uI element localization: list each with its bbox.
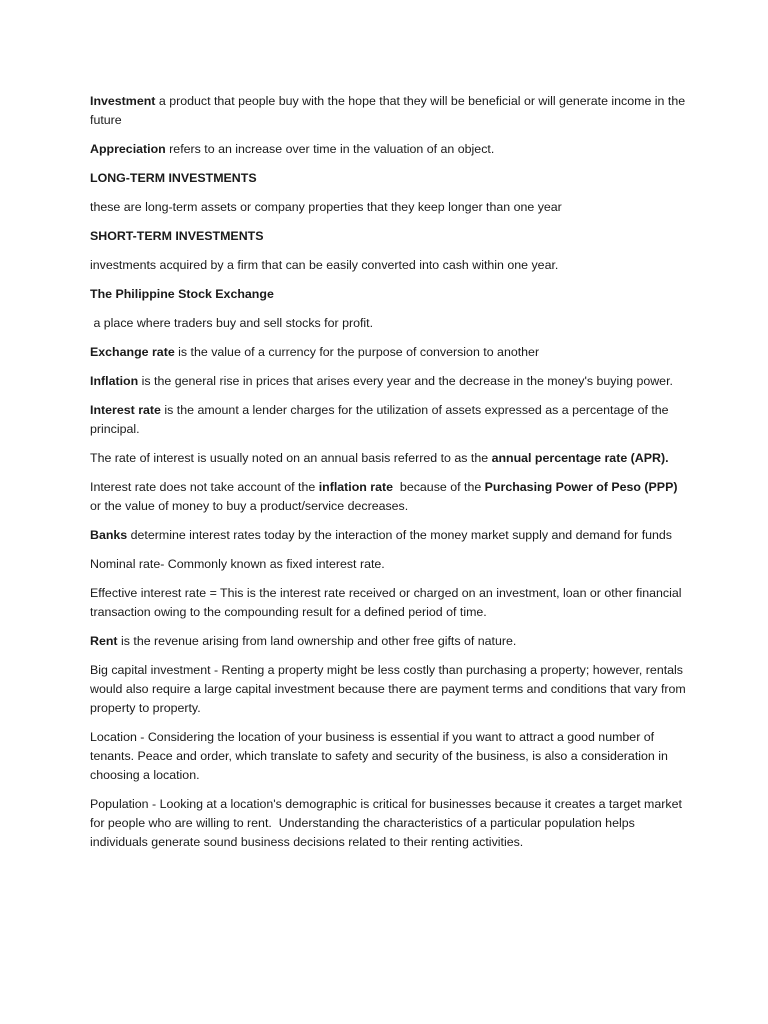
- paragraph-effective-interest-rate: Effective interest rate = This is the interest rate received or charged on an investment, loan or other financial transaction owing to the compounding result for a defined period of time.: [90, 586, 682, 619]
- definition-investment: a product that people buy with the hope that they will be beneficial or will generate income in the future: [90, 94, 686, 127]
- term-inflation: Inflation: [90, 374, 139, 388]
- term-interest-rate: Interest rate: [90, 403, 161, 417]
- ppp-text-1: Interest rate does not take account of the: [90, 480, 319, 494]
- paragraph-inflation: [90, 372, 690, 391]
- definition-inflation: is the general rise in prices that arises every year and the decrease in the money's buying power.: [138, 374, 673, 388]
- apr-text: The rate of interest is usually noted on an annual basis referred to as the: [90, 451, 492, 465]
- ppp-text-2: because of the: [393, 480, 485, 494]
- paragraph-stock-exchange: a place where traders buy and sell stocks for profit.: [90, 316, 374, 330]
- paragraph-exchange-rate: [90, 343, 690, 362]
- term-banks: Banks: [90, 528, 128, 542]
- ppp-text-3: or the value of money to buy a product/service decreases.: [90, 480, 681, 513]
- apr-bold: annual percentage rate (APR).: [491, 451, 669, 465]
- term-investment: Investment: [90, 94, 156, 108]
- paragraph-investment: [90, 92, 690, 130]
- definition-banks: determine interest rates today by the interaction of the money market supply and demand for funds: [127, 528, 673, 542]
- document-page: [90, 92, 690, 862]
- paragraph-long-term: these are long-term assets or company properties that they keep longer than one year: [90, 200, 562, 214]
- paragraph-appreciation: [90, 140, 690, 159]
- paragraph-banks: [90, 526, 690, 545]
- definition-exchange-rate: is the value of a currency for the purpose of conversion to another: [174, 345, 540, 359]
- term-appreciation: Appreciation: [90, 142, 166, 156]
- paragraph-big-capital-investment: Big capital investment - Renting a property might be less costly than purchasing a property; however, rentals would also require a large capital investment because there are payment terms and conditions that vary from property to property.: [90, 663, 686, 715]
- paragraph-nominal-rate: Nominal rate- Commonly known as fixed interest rate.: [90, 557, 385, 571]
- paragraph-interest-rate: [90, 401, 690, 439]
- paragraph-inflation-ppp: [90, 478, 690, 516]
- term-exchange-rate: Exchange rate: [90, 345, 175, 359]
- definition-rent: is the revenue arising from land ownership and other free gifts of nature.: [117, 634, 517, 648]
- paragraph-rent: [90, 632, 690, 651]
- heading-short-term-investments: SHORT-TERM INVESTMENTS: [90, 229, 264, 243]
- paragraph-location: Location - Considering the location of your business is essential if you want to attract a good number of tenants. Peace and order, which translate to safety and security of the business, is also a consideration in choosing a location.: [90, 730, 668, 782]
- paragraph-apr: [90, 449, 690, 468]
- term-rent: Rent: [90, 634, 118, 648]
- ppp-bold-inflation-rate: inflation rate: [318, 480, 394, 494]
- heading-long-term-investments: LONG-TERM INVESTMENTS: [90, 171, 257, 185]
- paragraph-short-term: investments acquired by a firm that can be easily converted into cash within one year.: [90, 258, 559, 272]
- ppp-bold-purchasing-power: Purchasing Power of Peso (PPP): [484, 480, 678, 494]
- definition-interest-rate: is the amount a lender charges for the utilization of assets expressed as a percentage of the principal.: [90, 403, 669, 436]
- definition-appreciation: refers to an increase over time in the valuation of an object.: [165, 142, 495, 156]
- heading-philippine-stock-exchange: The Philippine Stock Exchange: [90, 287, 274, 301]
- paragraph-population: Population - Looking at a location's demographic is critical for businesses because it creates a target market for people who are willing to rent. Understanding the characteristics of a particular population helps individuals generate sound business decisions related to their renting activities.: [90, 797, 686, 849]
